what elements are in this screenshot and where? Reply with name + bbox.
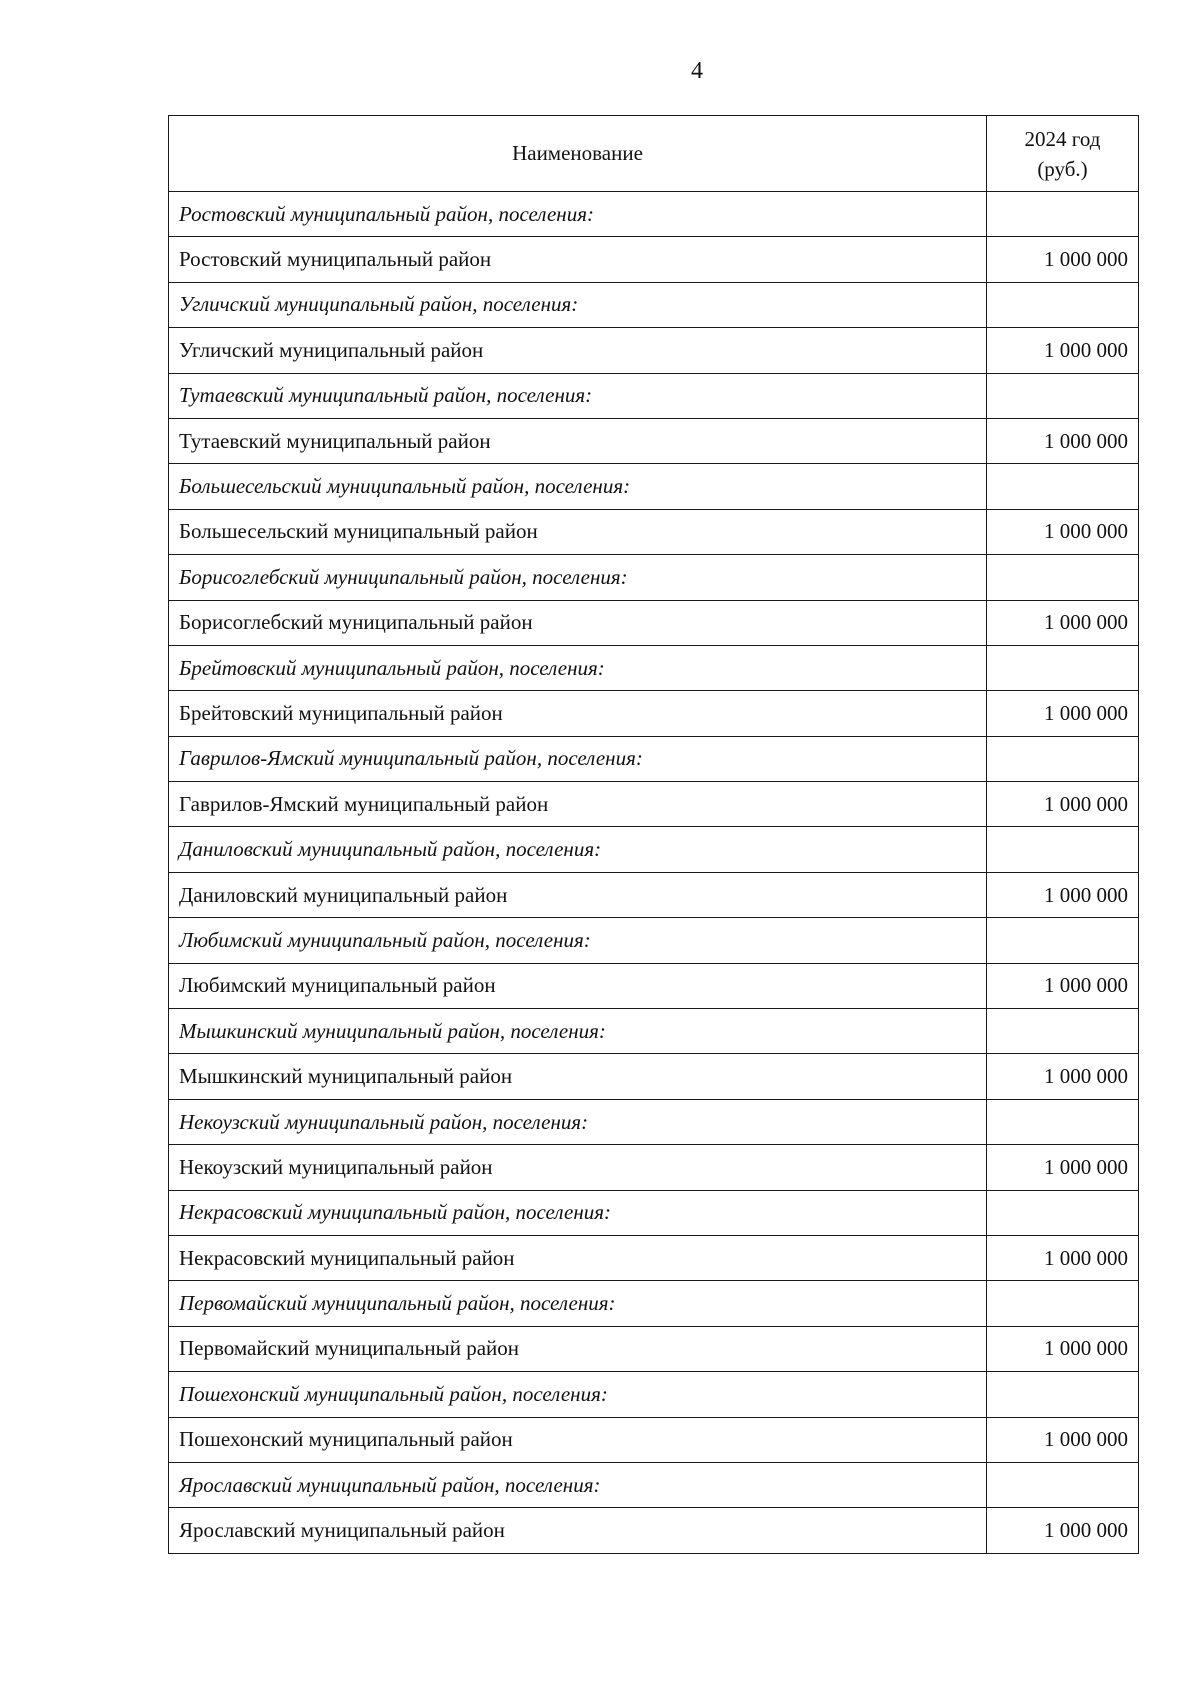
empty-amount-cell [987,1281,1139,1326]
table-body [169,192,1139,1554]
district-name-cell: Даниловский муниципальный район [169,872,987,917]
district-name-cell: Гаврилов-Ямский муниципальный район [169,782,987,827]
table-row [169,1508,1139,1553]
table-row-group-heading [169,736,1139,781]
group-heading-cell: Гаврилов-Ямский муниципальный район, поселения: [169,736,987,781]
table-row-group-heading [169,827,1139,872]
table-row-group-heading [169,282,1139,327]
district-name-cell: Ростовский муниципальный район [169,237,987,282]
empty-amount-cell [987,192,1139,237]
district-name-cell: Любимский муниципальный район [169,963,987,1008]
table-row [169,237,1139,282]
empty-amount-cell [987,645,1139,690]
table-row-group-heading [169,1462,1139,1507]
district-name-cell: Большесельский муниципальный район [169,509,987,554]
table-row-group-heading [169,918,1139,963]
district-name-cell: Первомайский муниципальный район [169,1326,987,1371]
table-row [169,782,1139,827]
group-heading-cell: Брейтовский муниципальный район, поселения: [169,645,987,690]
district-name-cell: Пошехонский муниципальный район [169,1417,987,1462]
table-header-row [169,116,1139,192]
group-heading-cell: Даниловский муниципальный район, поселения: [169,827,987,872]
group-heading-cell: Борисоглебский муниципальный район, поселения: [169,555,987,600]
table-row-group-heading [169,555,1139,600]
table-row [169,418,1139,463]
table-row-group-heading [169,464,1139,509]
district-name-cell: Мышкинский муниципальный район [169,1054,987,1099]
group-heading-cell: Некрасовский муниципальный район, поселения: [169,1190,987,1235]
district-name-cell: Тутаевский муниципальный район [169,418,987,463]
amount-cell: 1 000 000 [987,1054,1139,1099]
district-name-cell: Некоузский муниципальный район [169,1145,987,1190]
table-row [169,1145,1139,1190]
table-row [169,1417,1139,1462]
table-row [169,600,1139,645]
table-row-group-heading [169,1190,1139,1235]
table-row [169,872,1139,917]
amount-cell: 1 000 000 [987,1508,1139,1553]
district-name-cell: Ярославский муниципальный район [169,1508,987,1553]
table-row [169,691,1139,736]
empty-amount-cell [987,1372,1139,1417]
amount-cell: 1 000 000 [987,1235,1139,1280]
empty-amount-cell [987,736,1139,781]
amount-cell: 1 000 000 [987,782,1139,827]
amount-cell: 1 000 000 [987,872,1139,917]
table-row [169,1054,1139,1099]
table-row-group-heading [169,1372,1139,1417]
amount-cell: 1 000 000 [987,1145,1139,1190]
table-row [169,1235,1139,1280]
empty-amount-cell [987,918,1139,963]
empty-amount-cell [987,1462,1139,1507]
table-row-group-heading [169,373,1139,418]
amount-cell: 1 000 000 [987,418,1139,463]
table-row-group-heading [169,1281,1139,1326]
district-name-cell: Угличский муниципальный район [169,328,987,373]
empty-amount-cell [987,555,1139,600]
empty-amount-cell [987,1190,1139,1235]
amount-cell: 1 000 000 [987,963,1139,1008]
group-heading-cell: Большесельский муниципальный район, поселения: [169,464,987,509]
empty-amount-cell [987,373,1139,418]
table-row [169,1326,1139,1371]
empty-amount-cell [987,282,1139,327]
table-row-group-heading [169,192,1139,237]
amount-cell: 1 000 000 [987,691,1139,736]
amount-cell: 1 000 000 [987,237,1139,282]
header-year [987,116,1139,192]
table-row-group-heading [169,645,1139,690]
header-year-label: 2024 год [1024,126,1101,151]
empty-amount-cell [987,1099,1139,1144]
header-name: Наименование [169,116,987,192]
district-name-cell: Борисоглебский муниципальный район [169,600,987,645]
group-heading-cell: Ярославский муниципальный район, поселения: [169,1462,987,1507]
empty-amount-cell [987,827,1139,872]
amount-cell: 1 000 000 [987,509,1139,554]
group-heading-cell: Угличский муниципальный район, поселения: [169,282,987,327]
group-heading-cell: Пошехонский муниципальный район, поселения: [169,1372,987,1417]
amount-cell: 1 000 000 [987,1417,1139,1462]
table-row [169,328,1139,373]
group-heading-cell: Первомайский муниципальный район, поселения: [169,1281,987,1326]
header-unit-label: (руб.) [1037,156,1088,181]
amount-cell: 1 000 000 [987,328,1139,373]
empty-amount-cell [987,1009,1139,1054]
group-heading-cell: Некоузский муниципальный район, поселения: [169,1099,987,1144]
amount-cell: 1 000 000 [987,600,1139,645]
group-heading-cell: Ростовский муниципальный район, поселения: [169,192,987,237]
group-heading-cell: Тутаевский муниципальный район, поселения: [169,373,987,418]
district-name-cell: Некрасовский муниципальный район [169,1235,987,1280]
group-heading-cell: Мышкинский муниципальный район, поселения: [169,1009,987,1054]
table-row-group-heading [169,1099,1139,1144]
amount-cell: 1 000 000 [987,1326,1139,1371]
budget-table [168,115,1139,1554]
district-name-cell: Брейтовский муниципальный район [169,691,987,736]
page-number: 4 [691,58,703,84]
empty-amount-cell [987,464,1139,509]
table-row [169,963,1139,1008]
table-row [169,509,1139,554]
group-heading-cell: Любимский муниципальный район, поселения: [169,918,987,963]
table-row-group-heading [169,1009,1139,1054]
